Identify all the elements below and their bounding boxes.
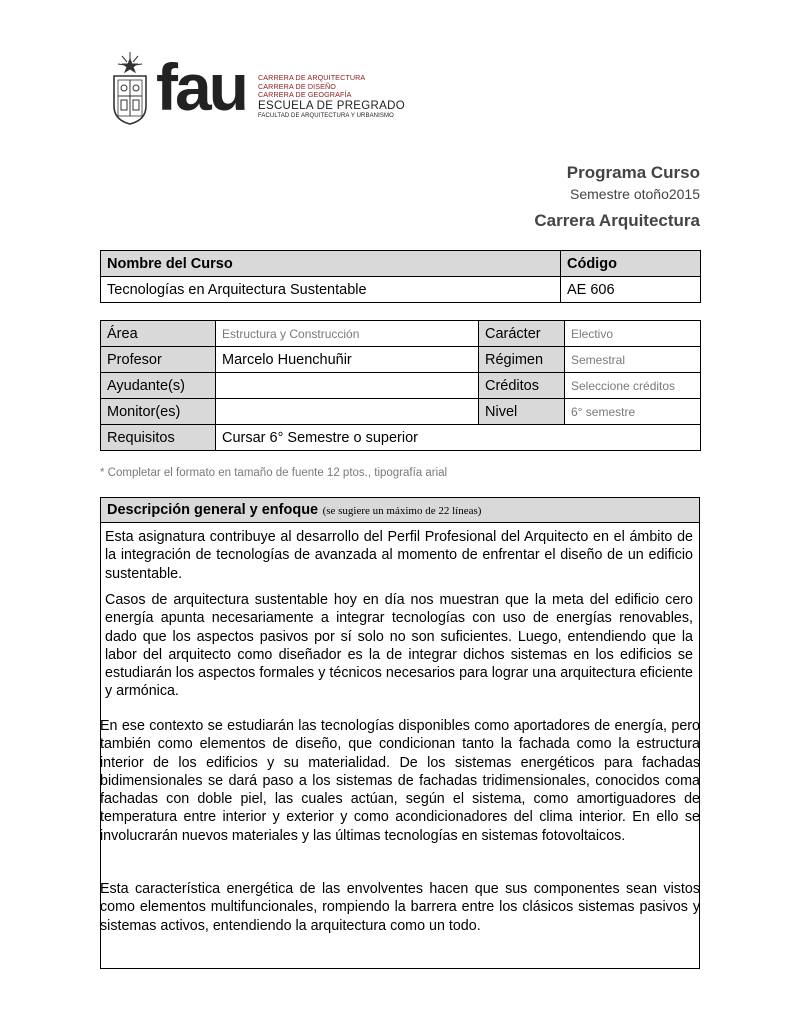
logo-school: ESCUELA DE PREGRADO [258,99,405,112]
caracter-label: Carácter [479,321,565,347]
monitor-label: Monitor(es) [101,399,216,425]
university-logo [108,50,408,130]
creditos-label: Créditos [479,373,565,399]
logo-faculty: FACULTAD DE ARQUITECTURA Y URBANISMO [258,112,394,119]
career-label: Carrera Arquitectura [534,211,700,230]
semester-label: Semestre otoño2015 [570,186,700,202]
requisitos-label: Requisitos [101,425,216,451]
creditos-field[interactable]: Seleccione créditos [565,373,701,399]
nivel-field[interactable]: 6° semestre [565,399,701,425]
course-code-header: Código [561,251,701,277]
description-paragraph-1: Esta asignatura contribuye al desarrollo del Perfil Profesional del Arquitecto en el ámbito de la integración de tecnologías de avanzada al momento de enfrentar el diseño de un edificio sustentable. [105,529,693,582]
course-table [100,250,701,303]
svg-text:fau: fau [156,54,246,120]
course-name-header: Nombre del Curso [101,251,561,277]
profesor-label: Profesor [101,347,216,373]
regimen-field[interactable]: Semestral [565,347,701,373]
course-name-value: Tecnologías en Arquitectura Sustentable [101,277,561,303]
description-header [101,498,699,523]
ayudante-field[interactable] [216,373,479,399]
caracter-field[interactable]: Electivo [565,321,701,347]
course-code-value: AE 606 [561,277,701,303]
requisitos-field[interactable]: Cursar 6° Semestre o superior [216,425,701,451]
regimen-label: Régimen [479,347,565,373]
logo-line-arquitectura: CARRERA DE ARQUITECTURA [258,73,366,82]
university-seal-icon [108,50,152,126]
nivel-label: Nivel [479,399,565,425]
fau-wordmark [156,54,266,120]
description-paragraph-4: Esta característica energética de las envolventes hacen que sus componentes sean vistos como elementos multifuncionales, rompiendo la barrera entre los clásicos sistemas pasivos y sistemas activos, entendiendo la arquitectura como un todo. [100,881,700,934]
description-paragraph-2: Casos de arquitectura sustentable hoy en día nos muestran que la meta del edificio cero energía apunta necesariamente a integrar tecnologías con uso de energías renovables, dado que los aspectos pasivos por sí solo no son suficientes. Luego, entendiendo que la labor del arquitecto como diseñador es la de integrar dichos sistemas en los edificios se estudiarán los aspectos formales y técnicos necesarios para lograr una arquitectura eficiente y armónica. [105,592,693,700]
description-box [100,497,700,969]
area-label: Área [101,321,216,347]
ayudante-label: Ayudante(s) [101,373,216,399]
logo-text-block [258,74,405,120]
logo-line-diseno: CARRERA DE DISEÑO [258,81,336,91]
format-note: * Completar el formato en tamaño de fuente 12 ptos., tipografía arial [100,467,448,479]
logo-line-geografia: CARRERA DE GEOGRAFÍA [258,90,352,100]
details-table [100,320,701,451]
area-field[interactable]: Estructura y Construcción [216,321,479,347]
profesor-field[interactable]: Marcelo Huenchuñir [216,347,479,373]
page-title: Programa Curso [566,163,700,182]
monitor-field[interactable] [216,399,479,425]
description-heading: Descripción general y enfoque [107,502,319,518]
description-paragraph-3: En ese contexto se estudiarán las tecnologías disponibles como aportadores de energía, pero también como elementos de diseño, que condicionan tanto la fachada como la estructura interior de los edificios y su materialidad. De los sistemas energéticos para fachadas bidimensionales se dará paso a los sistemas de fachadas tridimensionales, conocidos coma fachadas con doble piel, las cuales actúan, según el sistema, como amortiguadores de temperatura entre interior y exterior y como acondicionadores del clima interior. En ello se involucrarán nuevos materiales y las últimas tecnologías en sistemas fotovoltaicos. [100,718,700,844]
description-hint: (se sugiere un máximo de 22 líneas) [322,505,482,517]
